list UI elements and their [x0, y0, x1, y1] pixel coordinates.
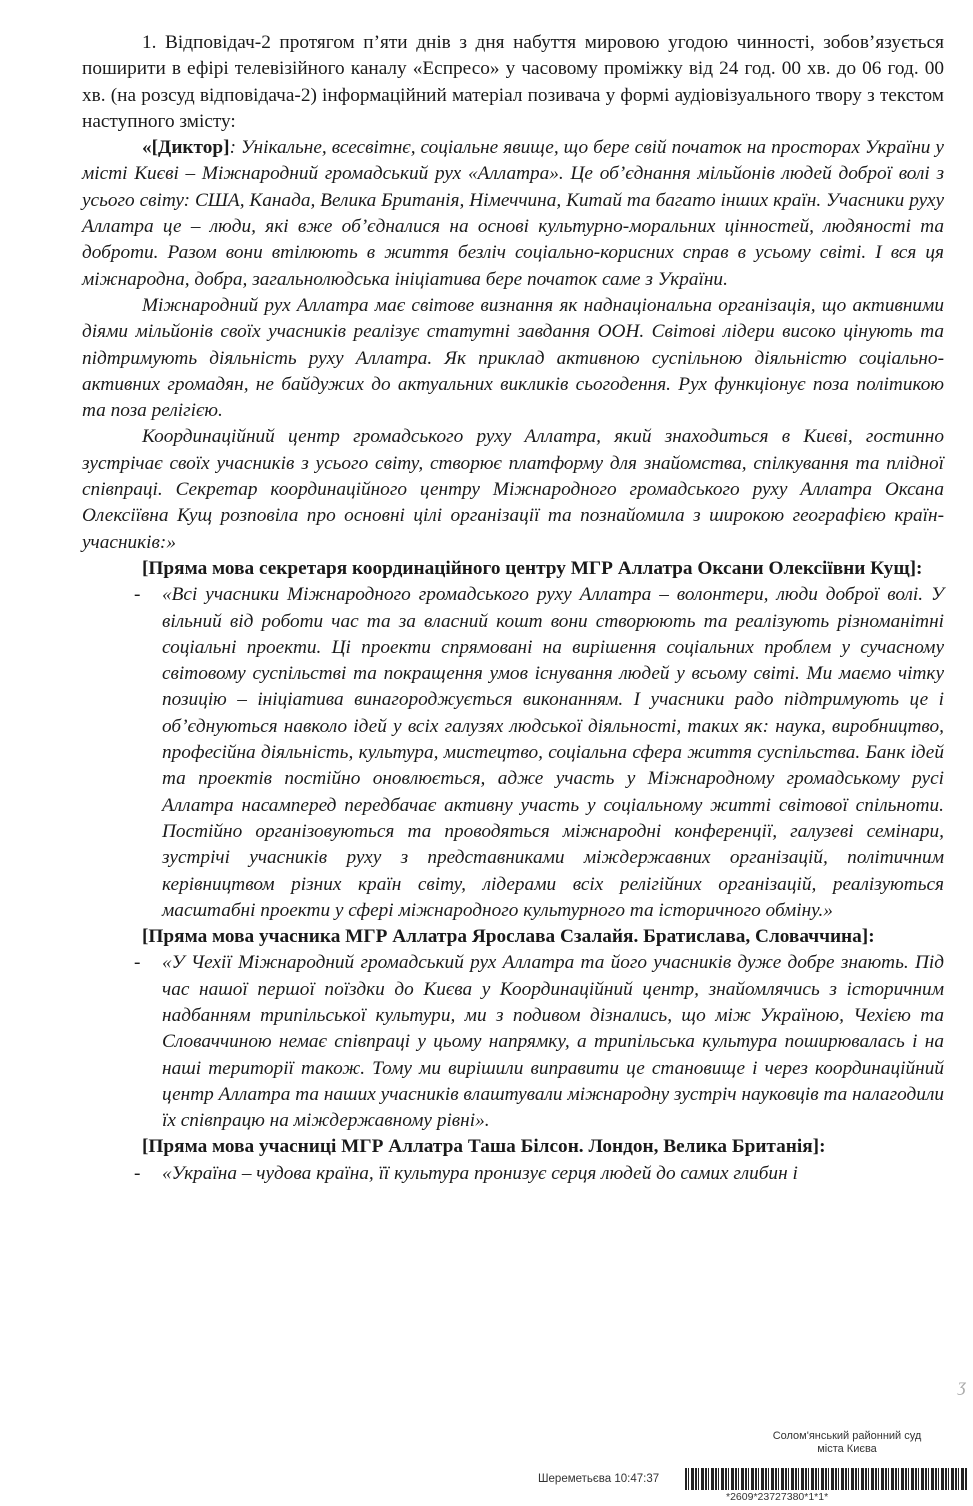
- quote-secretary-text: «Всі учасники Міжнародного громадського руху Аллатра – волонтери, люди доброї волі. У вільний від роботи час та за власний кошт вони створюють та реалізують різноманітні соціальні проекти. Ці проекти спрямовані на вирішення соціальних проблем у сучасному світовому суспільстві та покращення умов існування людей у всьому світі. Ми маємо чітку позицію – ініціатива винагороджується виконанням. І учасники радо підтримують це і об’єднуються навколо ідей у всіх галузях людської діяльності, таких як: наука, виробництво, професійна діяльність, культура, мистецтво, соціальна сфера життя суспільства. Банк ідей та проектів постійно оновлюється, адже участь у Міжнародному громадському русі Аллатра насамперед передбачає активну участь у соціальному житті світової спільноти. Постійно організовуються та проводяться міжнародні конференції, галузеві семінари, зустрічі учасників руху з представниками міждержавних організацій, політичним керівництвом різних країн світу, лідерами всіх релігійних організацій, реалізуються масштабні проекти у сфері міжнародного культурного та історичного обміну.»: [162, 584, 944, 921]
- quote-bilson-text: «Україна – чудова країна, її культура пронизує серця людей до самих глибин і: [162, 1162, 798, 1184]
- dash-bullet: -: [134, 584, 141, 606]
- margin-mark: ʒ: [958, 1375, 966, 1395]
- registrar-signature: Шереметьєва 10:47:37: [538, 1473, 660, 1485]
- court-stamp: [737, 1430, 957, 1456]
- heading-participant-szalai: [Пряма мова учасника МГР Аллатра Ярослава Сзалайя. Братислава, Словаччина]:: [142, 926, 875, 948]
- announcer-text: : Унікальне, всесвітнє, соціальне явище, що бере свій початок на просторах України у місті Києві – Міжнародний громадський рух «Аллатра». Це об’єднання мільйонів людей доброї волі з усього світу: США, Канада, Велика Британія, Німеччина, Китай та багато інших країн. Учасники руху Аллатра це – люди, які вже об’єдналися на основі культурно-моральних цінностей, людяності та доброти. Разом вони втілюють в життя безліч соціально-корисних справ в усьому світі. І вся ця міжнародна, добра, загальнолюдська ініціатива бере початок саме з України.: [82, 137, 944, 290]
- document-body: [82, 30, 944, 1187]
- dash-bullet: -: [134, 1162, 141, 1184]
- quote-szalai-text: «У Чехії Міжнародний громадський рух Аллатра та його учасників дуже добре знають. Під час нашої першої поїздки до Києва у Координаційний центр, знайомлячись з історичним надбанням трипільської культури, ми з подивом дізнались, що між Україною, Чехією та Словаччиною немає співпраці у цьому напрямку, а трипільська культура поширювалась і на наші території також. Тому ми вирішили виправити це становище і через координаційний центр Аллатра та наших учасників влаштували міжнародну зустріч науковців та налагодили їх співпрацю на міждержавному рівні».: [162, 952, 944, 1132]
- paragraph-recognition: Міжнародний рух Аллатра має світове визнання як наднаціональна організація, що активними діями мільйонів своїх учасників реалізує статутні завдання ООН. Світові лідери високо цінують та підтримують діяльність руху Аллатра. Як приклад активною суспільною діяльністю соціально-активних громадян, не байдужих до актуальних викликів сьогодення. Рух функціонує поза політикою та поза релігією.: [82, 294, 944, 422]
- barcode-number: *2609*23727380*1*1*: [726, 1491, 829, 1503]
- court-name: Солом'янський районний суд: [772, 1430, 922, 1442]
- paragraph-obligation: 1. Відповідач-2 протягом п’яти днів з дня набуття мировою угодою чинності, зобов’язується поширити в ефірі телевізійного каналу «Еспресо» у часовому проміжку від 24 год. 00 хв. до 06 год. 00 хв. (на розсуд відповідача-2) інформаційний матеріал позивача у формі аудіовізуального твору з текстом наступного змісту:: [82, 32, 944, 132]
- quote-szalai: [82, 950, 944, 1134]
- paragraph-announcer: [82, 135, 944, 293]
- heading-participant-bilson: [Пряма мова учасниці МГР Аллатра Таша Білсон. Лондон, Велика Британія]:: [142, 1136, 826, 1158]
- announcer-label: «[Диктор]: [142, 137, 230, 159]
- court-city: міста Києва: [817, 1443, 877, 1455]
- dash-bullet: -: [134, 952, 141, 974]
- quote-secretary: [82, 582, 944, 924]
- quote-bilson: [82, 1161, 944, 1187]
- paragraph-coordination-center: Координаційний центр громадського руху Аллатра, який знаходиться в Києві, гостинно зустрічає своїх учасників з усього світу, створює платформу для знайомства, спілкування та плідної співпраці. Секретар координаційного центру Міжнародного громадського руху Аллатра Оксана Олексіївна Кущ розповіла про основні цілі організації та познайомила з широкою географією країн-учасників:»: [82, 426, 944, 553]
- barcode-icon: [685, 1468, 967, 1490]
- heading-secretary: [Пряма мова секретаря координаційного центру МГР Аллатра Оксани Олексіївни Кущ]:: [142, 557, 923, 579]
